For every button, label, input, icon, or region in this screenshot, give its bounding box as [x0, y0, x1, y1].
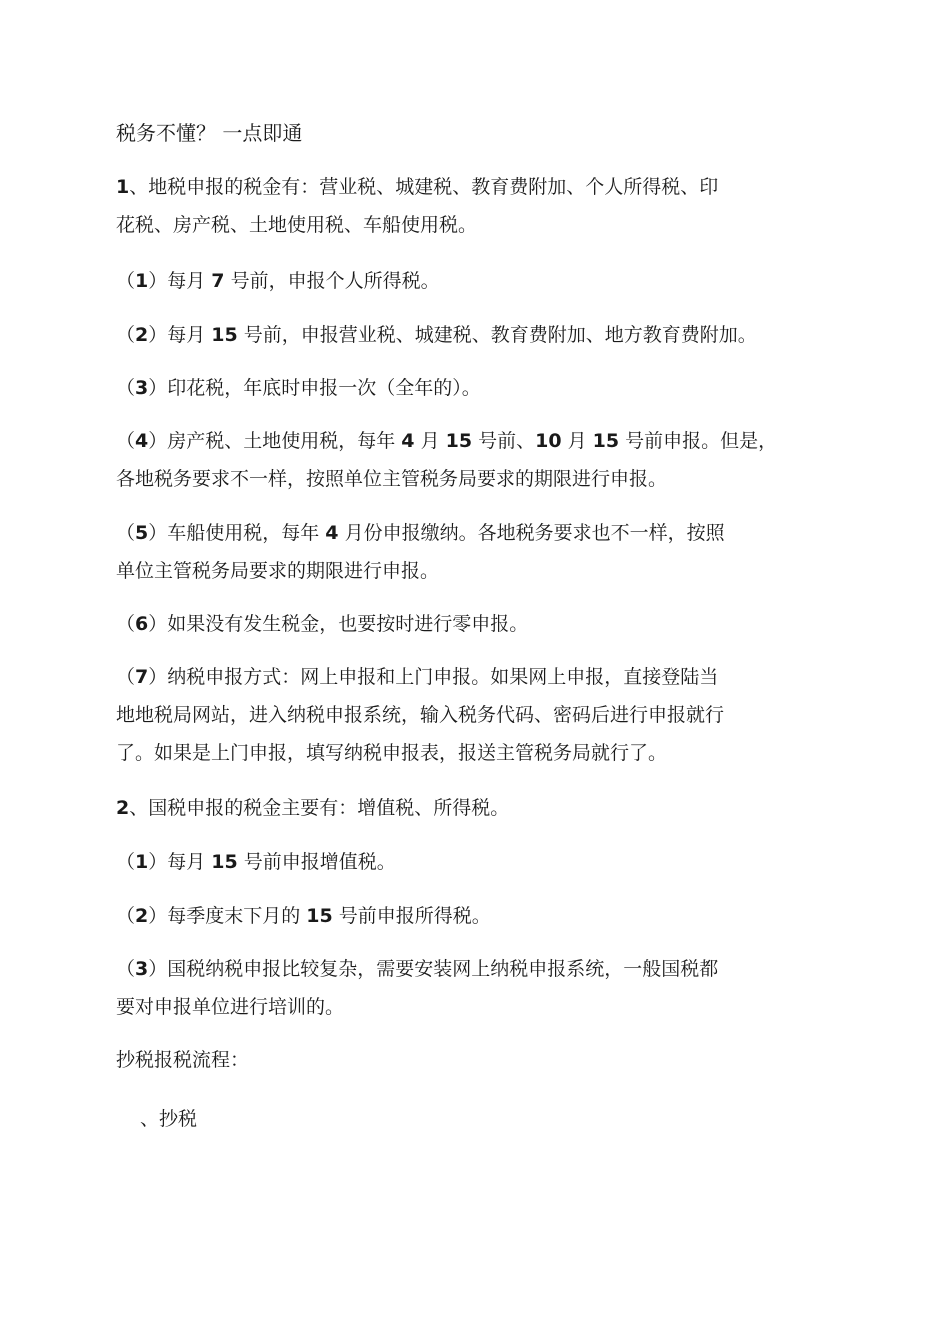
number-text: 10	[535, 430, 562, 452]
number-text: 2	[135, 905, 149, 927]
paragraph-item	[116, 422, 876, 498]
text-line: 抄税报税流程：	[116, 1049, 250, 1071]
text-line: （3）国税纳税申报比较复杂，需要安装网上纳税申报系统，一般国税都	[116, 958, 719, 980]
paragraph-item	[116, 897, 876, 935]
text-line: （6）如果没有发生税金，也要按时进行零申报。	[116, 613, 529, 635]
number-text: 4	[401, 430, 415, 452]
number-text: 15	[592, 430, 620, 452]
text-line: （1）每月 7 号前，申报个人所得税。	[116, 270, 440, 292]
paragraph-item	[116, 262, 876, 300]
text-line: 各地税务要求不一样，按照单位主管税务局要求的期限进行申报。	[116, 468, 668, 490]
number-text: 15	[211, 851, 238, 873]
paragraph-item	[116, 316, 876, 354]
paragraph-national-tax	[116, 789, 876, 827]
text-line: 1、地税申报的税金有：营业税、城建税、教育费附加、个人所得税、印	[116, 176, 719, 198]
text-line: 花税、房产税、土地使用税、车船使用税。	[116, 214, 478, 236]
document-title: 税务不懂？ 一点即通	[116, 121, 303, 145]
number-text: 15	[306, 905, 333, 927]
number-text: 5	[135, 522, 149, 544]
number-text: 3	[135, 377, 149, 399]
number-text: 1	[135, 851, 149, 873]
number-text: 3	[135, 958, 149, 980]
text-line: 2、国税申报的税金主要有：增值税、所得税。	[116, 797, 510, 819]
paragraph-item	[116, 369, 876, 407]
number-text: 4	[135, 430, 149, 452]
number-text: 7	[211, 270, 225, 292]
text-line: 地地税局网站，进入纳税申报系统，输入税务代码、密码后进行申报就行	[116, 704, 725, 726]
text-line: （1）每月 15 号前申报增值税。	[116, 851, 396, 873]
number-text: 15	[445, 430, 473, 452]
paragraph-item	[140, 1100, 900, 1138]
text-line: （5）车船使用税，每年 4 月份申报缴纳。各地税务要求也不一样，按照	[116, 522, 725, 544]
number-text: 2	[116, 797, 130, 819]
paragraph-item	[116, 514, 876, 590]
number-text: 6	[135, 613, 149, 635]
number-text: 1	[135, 270, 149, 292]
paragraph-item	[116, 843, 876, 881]
text-line: 了。如果是上门申报，填写纳税申报表，报送主管税务局就行了。	[116, 742, 668, 764]
text-line: （2）每月 15 号前，申报营业税、城建税、教育费附加、地方教育费附加。	[116, 324, 757, 346]
text-line: 单位主管税务局要求的期限进行申报。	[116, 560, 440, 582]
text-line: 、抄税	[140, 1108, 198, 1130]
paragraph-item	[116, 605, 876, 643]
number-text: 4	[325, 522, 339, 544]
paragraph-local-tax	[116, 168, 876, 244]
text-line: 要对申报单位进行培训的。	[116, 996, 345, 1018]
number-text: 2	[135, 324, 149, 346]
text-line: （4）房产税、土地使用税，每年 4 月 15 号前、10 月 15 号前申报。但是，	[116, 430, 778, 452]
text-line: （2）每季度末下月的 15 号前申报所得税。	[116, 905, 491, 927]
number-text: 15	[211, 324, 238, 346]
number-text: 1	[116, 176, 130, 198]
number-text: 7	[135, 666, 149, 688]
section-heading	[116, 1041, 876, 1079]
text-line: （7）纳税申报方式：网上申报和上门申报。如果网上申报，直接登陆当	[116, 666, 719, 688]
text-line: （3）印花税，年底时申报一次（全年的）。	[116, 377, 481, 399]
paragraph-item	[116, 950, 876, 1026]
paragraph-item	[116, 658, 876, 772]
